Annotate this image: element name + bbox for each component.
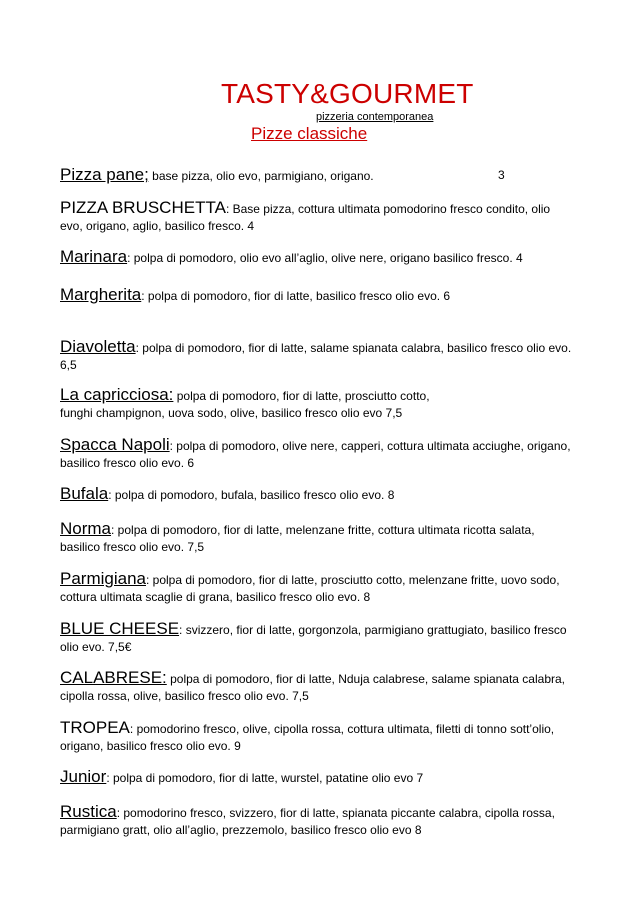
- item-name: Bufala: [60, 484, 109, 503]
- menu-item-pizza-pane: [60, 166, 575, 185]
- item-description: : polpa di pomodoro, fior di latte, basilico fresco olio evo. 6: [141, 289, 451, 303]
- item-description: polpa di pomodoro, fior di latte, Nduja calabrese, salame spianata calabra, cipolla rossa, olive, basilico fresco olio evo. 7,5: [60, 672, 565, 703]
- item-description: : polpa di pomodoro, olive nere, capperi, cottura ultimata acciughe, origano, basilico fresco olio evo. 6: [60, 439, 571, 470]
- menu-item-parmigiana: [60, 570, 575, 606]
- menu-item-spacca-napoli: [60, 436, 575, 472]
- item-name: CALABRESE:: [60, 668, 167, 687]
- menu-item-blue-cheese: [60, 620, 575, 656]
- item-description: : Base pizza, cottura ultimata pomodorino fresco condito, olio evo, origano, aglio, basilico fresco. 4: [60, 202, 551, 233]
- menu-item-junior: [60, 768, 575, 787]
- item-name: Norma: [60, 519, 112, 538]
- item-description: : polpa di pomodoro, fior di latte, prosciutto cotto, melenzane fritte, uovo sodo, cottura ultimata scaglie di grana, basilico fresco olio evo. 8: [60, 573, 560, 604]
- item-description: : polpa di pomodoro, fior di latte, melenzane fritte, cottura ultimata ricotta salata, basilico fresco olio evo. 7,5: [60, 523, 535, 554]
- menu-item-marinara: [60, 248, 575, 267]
- menu-item-bufala: [60, 485, 575, 504]
- section-heading: Pizze classiche: [251, 124, 368, 143]
- restaurant-title: TASTY&GOURMET: [221, 78, 474, 109]
- menu-item-margherita: [60, 286, 575, 305]
- item-description: polpa di pomodoro, fior di latte, prosciutto cotto,: [173, 389, 430, 403]
- menu-item-tropea: [60, 719, 575, 755]
- item-description: : polpa di pomodoro, fior di latte, wurstel, patatine olio evo 7: [106, 771, 424, 785]
- item-description: base pizza, olio evo, parmigiano, origano.: [148, 169, 374, 183]
- item-name: Rustica: [60, 802, 117, 821]
- item-name: Marinara: [60, 247, 128, 266]
- menu-item-la-capricciosa: [60, 386, 575, 422]
- item-description: : pomodorino fresco, olive, cipolla rossa, cottura ultimata, filetti di tonno sott’olio, origano, basilico fresco olio evo. 9: [60, 722, 555, 753]
- item-name: La capricciosa:: [60, 385, 174, 404]
- item-name: Junior: [60, 767, 107, 786]
- item-description: : pomodorino fresco, svizzero, fior di latte, spianata piccante calabra, cipolla rossa, parmigiano gratt, olio all’aglio, prezzemolo, basilico fresco olio evo 8: [60, 806, 555, 837]
- item-description-line2: funghi champignon, uova sodo, olive, basilico fresco olio evo 7,5: [60, 406, 403, 420]
- item-description: : svizzero, fior di latte, gorgonzola, parmigiano grattugiato, basilico fresco olio evo. 7,5€: [60, 623, 567, 654]
- item-name: TROPEA: [60, 718, 130, 737]
- menu-item-norma: [60, 520, 575, 556]
- item-name: Spacca Napoli: [60, 435, 170, 454]
- menu-item-diavoletta: [60, 338, 575, 374]
- item-name: Diavoletta: [60, 337, 136, 356]
- item-name: PIZZA BRUSCHETTA: [60, 198, 226, 217]
- item-description: : polpa di pomodoro, bufala, basilico fresco olio evo. 8: [108, 488, 395, 502]
- menu-item-pizza-bruschetta: [60, 199, 575, 235]
- item-name: BLUE CHEESE: [60, 619, 180, 638]
- restaurant-subtitle: pizzeria contemporanea: [316, 111, 434, 123]
- menu-item-rustica: [60, 803, 575, 839]
- item-name: Parmigiana: [60, 569, 146, 588]
- menu-item-calabrese: [60, 669, 575, 705]
- item-price: 3: [498, 168, 505, 182]
- item-name: Pizza pane;: [60, 165, 149, 184]
- item-name: Margherita: [60, 285, 142, 304]
- item-description: : polpa di pomodoro, fior di latte, salame spianata calabra, basilico fresco olio evo. 6,5: [60, 341, 572, 372]
- item-description: : polpa di pomodoro, olio evo all’aglio, olive nere, origano basilico fresco. 4: [127, 251, 523, 265]
